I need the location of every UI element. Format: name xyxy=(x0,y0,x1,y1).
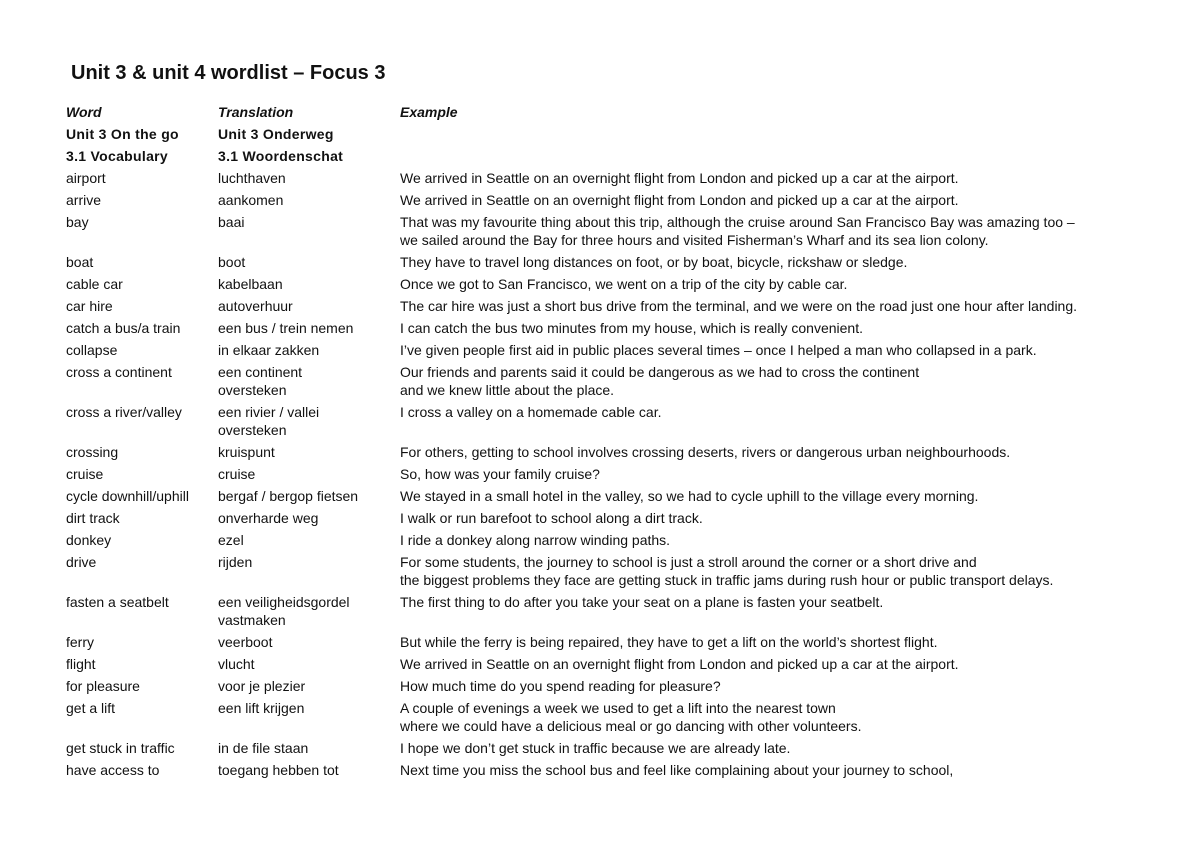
wordlist-table xyxy=(66,101,1176,781)
word-cell: fasten a seatbelt xyxy=(66,594,169,610)
example-line: Next time you miss the school bus and feel like complaining about your journey to school, xyxy=(400,762,954,778)
translation-line: vastmaken xyxy=(218,612,286,628)
example-cell xyxy=(400,191,1176,209)
word-cell: arrive xyxy=(66,192,102,208)
word-cell: boat xyxy=(66,254,94,270)
word-cell: collapse xyxy=(66,342,118,358)
example-cell xyxy=(400,213,1176,249)
translation-line: kabelbaan xyxy=(218,276,283,292)
translation-cell xyxy=(218,169,400,187)
table-row xyxy=(66,675,1176,697)
translation-cell xyxy=(218,443,400,461)
table-row xyxy=(66,273,1176,295)
example-line: For others, getting to school involves crossing deserts, rivers or dangerous urban neighbourhoods. xyxy=(400,444,1011,460)
table-row xyxy=(66,189,1176,211)
translation-cell xyxy=(218,761,400,779)
example-line: The first thing to do after you take your seat on a plane is fasten your seatbelt. xyxy=(400,594,884,610)
word-cell: donkey xyxy=(66,532,112,548)
example-line: For some students, the journey to school is just a stroll around the corner or a short drive and xyxy=(400,554,977,570)
example-cell xyxy=(400,487,1176,505)
table-row xyxy=(66,485,1176,507)
translation-line: autoverhuur xyxy=(218,298,293,314)
example-line: I hope we don’t get stuck in traffic because we are already late. xyxy=(400,740,791,756)
table-row xyxy=(66,463,1176,485)
example-line: We stayed in a small hotel in the valley, so we had to cycle uphill to the village every morning. xyxy=(400,488,979,504)
word-cell: cross a continent xyxy=(66,364,172,380)
example-cell xyxy=(400,443,1176,461)
table-row xyxy=(66,295,1176,317)
example-line: We arrived in Seattle on an overnight flight from London and picked up a car at the airport. xyxy=(400,170,959,186)
example-cell xyxy=(400,363,1176,399)
translation-cell xyxy=(218,341,400,359)
translation-cell xyxy=(218,655,400,673)
translation-line: in elkaar zakken xyxy=(218,342,320,358)
translation-cell xyxy=(218,465,400,483)
translation-line: een rivier / vallei xyxy=(218,404,320,420)
example-cell xyxy=(400,677,1176,695)
translation-cell xyxy=(218,403,400,439)
word-cell: drive xyxy=(66,554,97,570)
translation-line: baai xyxy=(218,214,245,230)
word-cell: crossing xyxy=(66,444,119,460)
table-row xyxy=(66,697,1176,737)
header-example: Example xyxy=(400,104,458,120)
table-row xyxy=(66,631,1176,653)
word-cell: cable car xyxy=(66,276,123,292)
translation-line: oversteken xyxy=(218,382,287,398)
example-cell xyxy=(400,531,1176,549)
translation-cell xyxy=(218,213,400,231)
example-line: we sailed around the Bay for three hours and visited Fisherman’s Wharf and its sea lion colony. xyxy=(400,232,989,248)
translation-line: boot xyxy=(218,254,246,270)
translation-line: luchthaven xyxy=(218,170,286,186)
translation-line: in de file staan xyxy=(218,740,309,756)
section-row-unit xyxy=(66,123,1176,145)
translation-line: een bus / trein nemen xyxy=(218,320,354,336)
example-line: How much time do you spend reading for pleasure? xyxy=(400,678,721,694)
translation-line: kruispunt xyxy=(218,444,275,460)
example-line: the biggest problems they face are getting stuck in traffic jams during rush hour or public transport delays. xyxy=(400,572,1054,588)
section-translation: 3.1 Woordenschat xyxy=(218,148,344,164)
translation-line: een veiligheidsgordel xyxy=(218,594,350,610)
header-word: Word xyxy=(66,104,102,120)
example-cell xyxy=(400,169,1176,187)
table-row xyxy=(66,251,1176,273)
table-row xyxy=(66,653,1176,675)
table-row xyxy=(66,551,1176,591)
translation-cell xyxy=(218,699,400,717)
translation-line: cruise xyxy=(218,466,256,482)
translation-cell xyxy=(218,319,400,337)
translation-line: bergaf / bergop fietsen xyxy=(218,488,359,504)
word-cell: cycle downhill/uphill xyxy=(66,488,189,504)
section-word: 3.1 Vocabulary xyxy=(66,148,168,164)
translation-line: oversteken xyxy=(218,422,287,438)
section-translation: Unit 3 Onderweg xyxy=(218,126,334,142)
translation-cell xyxy=(218,677,400,695)
example-cell xyxy=(400,253,1176,271)
translation-line: een lift krijgen xyxy=(218,700,305,716)
example-line: where we could have a delicious meal or go dancing with other volunteers. xyxy=(400,718,862,734)
example-line: Once we got to San Francisco, we went on a trip of the city by cable car. xyxy=(400,276,848,292)
translation-cell xyxy=(218,509,400,527)
example-line: We arrived in Seattle on an overnight flight from London and picked up a car at the airport. xyxy=(400,192,959,208)
table-row xyxy=(66,361,1176,401)
table-row xyxy=(66,401,1176,441)
example-line: So, how was your family cruise? xyxy=(400,466,600,482)
word-cell: car hire xyxy=(66,298,113,314)
example-line: I can catch the bus two minutes from my house, which is really convenient. xyxy=(400,320,863,336)
example-line: We arrived in Seattle on an overnight flight from London and picked up a car at the airport. xyxy=(400,656,959,672)
translation-line: veerboot xyxy=(218,634,273,650)
translation-cell xyxy=(218,531,400,549)
example-line: I cross a valley on a homemade cable car. xyxy=(400,404,662,420)
translation-cell xyxy=(218,553,400,571)
example-cell xyxy=(400,553,1176,589)
translation-line: onverharde weg xyxy=(218,510,319,526)
example-line: That was my favourite thing about this trip, although the cruise around San Francisco Bay was amazing too – xyxy=(400,214,1075,230)
word-cell: cross a river/valley xyxy=(66,404,182,420)
translation-line: toegang hebben tot xyxy=(218,762,339,778)
translation-line: een continent xyxy=(218,364,303,380)
table-header-row xyxy=(66,101,1176,123)
example-line: They have to travel long distances on foot, or by boat, bicycle, rickshaw or sledge. xyxy=(400,254,908,270)
example-cell xyxy=(400,633,1176,651)
translation-cell xyxy=(218,363,400,399)
word-cell: bay xyxy=(66,214,89,230)
table-row xyxy=(66,737,1176,759)
example-line: The car hire was just a short bus drive from the terminal, and we were on the road just one hour after landing. xyxy=(400,298,1078,314)
table-row xyxy=(66,507,1176,529)
word-cell: airport xyxy=(66,170,106,186)
example-cell xyxy=(400,403,1176,421)
word-cell: cruise xyxy=(66,466,104,482)
table-row xyxy=(66,211,1176,251)
example-cell xyxy=(400,593,1176,611)
word-cell: catch a bus/a train xyxy=(66,320,181,336)
translation-line: aankomen xyxy=(218,192,284,208)
example-cell xyxy=(400,297,1176,315)
table-row xyxy=(66,317,1176,339)
header-translation: Translation xyxy=(218,104,294,120)
example-line: I walk or run barefoot to school along a dirt track. xyxy=(400,510,703,526)
section-word: Unit 3 On the go xyxy=(66,126,179,142)
word-cell: get stuck in traffic xyxy=(66,740,175,756)
example-line: and we knew little about the place. xyxy=(400,382,615,398)
word-cell: have access to xyxy=(66,762,160,778)
example-line: I ride a donkey along narrow winding paths. xyxy=(400,532,671,548)
example-cell xyxy=(400,761,1176,779)
translation-cell xyxy=(218,275,400,293)
example-cell xyxy=(400,341,1176,359)
example-cell xyxy=(400,465,1176,483)
example-line: Our friends and parents said it could be dangerous as we had to cross the continent xyxy=(400,364,920,380)
translation-line: voor je plezier xyxy=(218,678,306,694)
word-cell: dirt track xyxy=(66,510,120,526)
example-cell xyxy=(400,275,1176,293)
word-cell: flight xyxy=(66,656,96,672)
example-line: I’ve given people first aid in public places several times – once I helped a man who collapsed in a park. xyxy=(400,342,1037,358)
example-cell xyxy=(400,699,1176,735)
word-cell: for pleasure xyxy=(66,678,140,694)
table-row xyxy=(66,529,1176,551)
translation-cell xyxy=(218,297,400,315)
example-line: But while the ferry is being repaired, they have to get a lift on the world’s shortest flight. xyxy=(400,634,938,650)
translation-cell xyxy=(218,487,400,505)
table-row xyxy=(66,591,1176,631)
translation-cell xyxy=(218,191,400,209)
translation-line: ezel xyxy=(218,532,244,548)
table-row xyxy=(66,339,1176,361)
word-cell: ferry xyxy=(66,634,94,650)
translation-cell xyxy=(218,593,400,629)
translation-line: rijden xyxy=(218,554,253,570)
page-title: Unit 3 & unit 4 wordlist – Focus 3 xyxy=(71,62,386,84)
section-row-vocabulary xyxy=(66,145,1176,167)
example-cell xyxy=(400,739,1176,757)
translation-cell xyxy=(218,739,400,757)
table-row xyxy=(66,167,1176,189)
table-row xyxy=(66,759,1176,781)
example-cell xyxy=(400,509,1176,527)
word-cell: get a lift xyxy=(66,700,116,716)
example-cell xyxy=(400,655,1176,673)
table-row xyxy=(66,441,1176,463)
translation-cell xyxy=(218,253,400,271)
example-cell xyxy=(400,319,1176,337)
example-line: A couple of evenings a week we used to get a lift into the nearest town xyxy=(400,700,836,716)
translation-cell xyxy=(218,633,400,651)
translation-line: vlucht xyxy=(218,656,255,672)
